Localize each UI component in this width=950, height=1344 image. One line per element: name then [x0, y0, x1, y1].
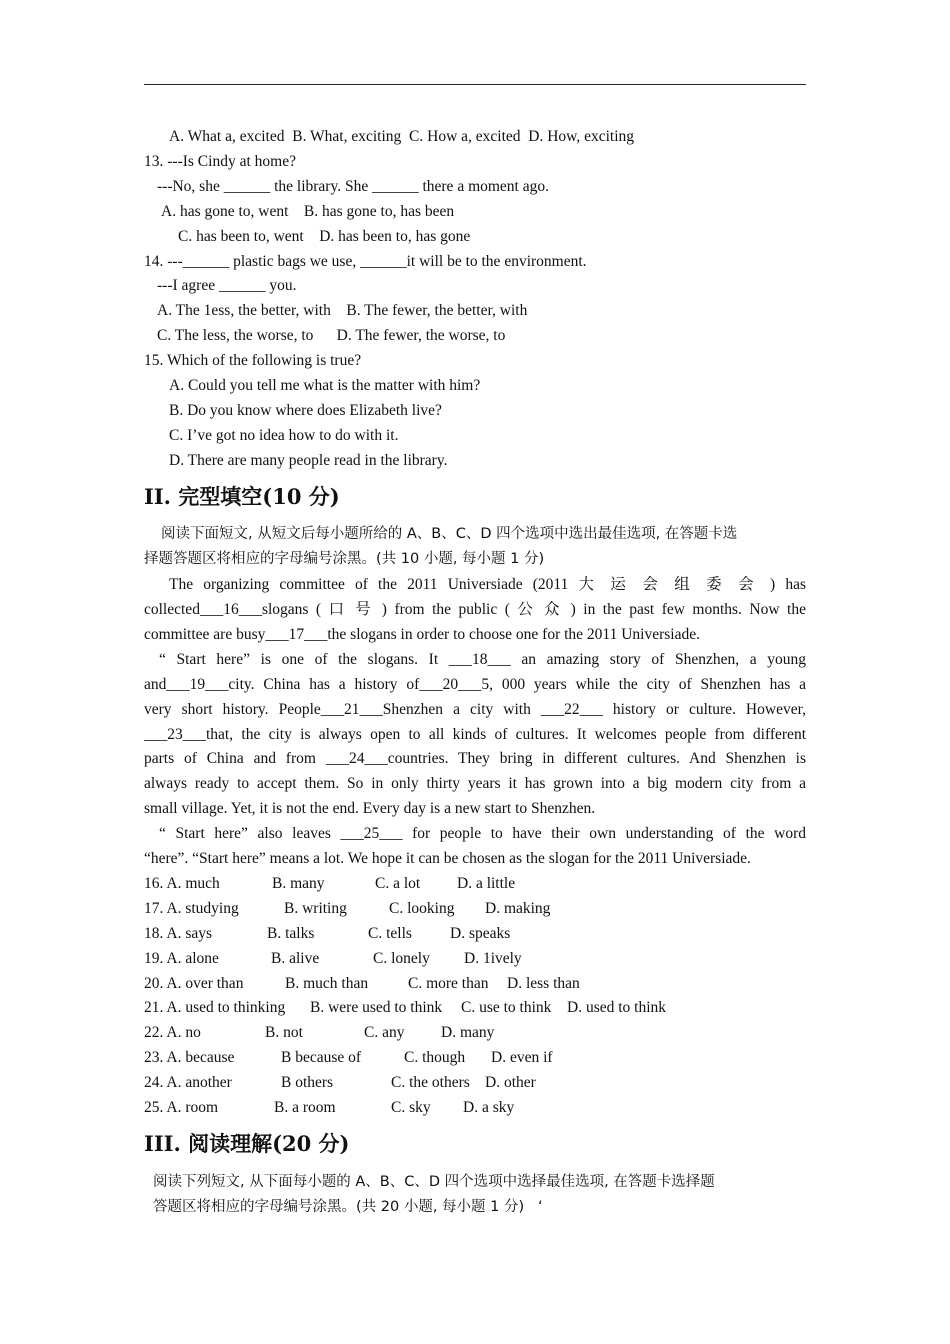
q14-options-cd: C. The less, the worse, to D. The fewer, the worse, to	[157, 327, 506, 344]
cloze-options-17	[144, 899, 806, 919]
q14-options-ab: A. The 1ess, the better, with B. The fewer, the better, with	[157, 302, 528, 319]
option-d: D. a little	[457, 875, 516, 892]
option-b: B because of	[281, 1049, 362, 1066]
option-b: B. talks	[267, 925, 315, 942]
option-a: 24. A. another	[144, 1074, 232, 1091]
cloze-options-24	[144, 1073, 806, 1093]
cloze-options-18	[144, 924, 806, 944]
q13-stem: 13. ---Is Cindy at home?	[144, 153, 296, 170]
option-a: 19. A. alone	[144, 950, 219, 967]
option-c: C. though	[404, 1049, 466, 1066]
option-d: D. many	[441, 1024, 495, 1041]
section3-instruction-1: 阅读下列短文, 从下面每小题的 A、B、C、D 四个选项中选择最佳选项, 在答题卡选择题	[153, 1174, 715, 1190]
passage-p1-line1: The organizing committee of the 2011 Universiade (2011 大 运 会 组 委 会 ) has	[169, 576, 807, 593]
option-a: 17. A. studying	[144, 900, 239, 917]
q15-option-a: A. Could you tell me what is the matter with him?	[169, 377, 481, 394]
passage-p2-line5: parts of China and from ___24___countries. They bring in different cultures. And Shenzhen is	[144, 750, 806, 767]
passage-p3-line2: “here”. “Start here” means a lot. We hope it can be chosen as the slogan for the 2011 Universiade.	[144, 850, 751, 867]
option-b: B. were used to think	[310, 999, 443, 1016]
option-b: B. not	[265, 1024, 303, 1041]
option-a: 20. A. over than	[144, 975, 244, 992]
option-b: B. much than	[285, 975, 369, 992]
cloze-options-20	[144, 974, 806, 994]
option-a: 21. A. used to thinking	[144, 999, 286, 1016]
q14-stem: 14. ---______ plastic bags we use, ______it will be to the environment.	[144, 253, 587, 270]
option-d: D. speaks	[450, 925, 511, 942]
option-c: C. lonely	[373, 950, 430, 967]
q13-options-cd: C. has been to, went D. has been to, has gone	[178, 228, 471, 245]
option-a: 16. A. much	[144, 875, 220, 892]
section2-instruction-1: 阅读下面短文, 从短文后每小题所给的 A、B、C、D 四个选项中选出最佳选项, 在答题卡选	[161, 526, 738, 542]
option-c: C. the others	[391, 1074, 470, 1091]
option-c: C. tells	[368, 925, 412, 942]
q12-options: A. What a, excited B. What, exciting C. How a, excited D. How, exciting	[169, 128, 635, 145]
section3-instruction-2: 答题区将相应的字母编号涂黑。(共 20 小题, 每小题 1 分) ‘	[153, 1199, 543, 1215]
passage-p3-line1: “ Start here” also leaves ___25___ for people to have their own understanding of the word	[159, 825, 806, 842]
q15-option-d: D. There are many people read in the library.	[169, 452, 448, 469]
option-c: C. more than	[408, 975, 489, 992]
cloze-options-23	[144, 1048, 806, 1068]
option-d: D. making	[485, 900, 551, 917]
option-c: C. looking	[389, 900, 455, 917]
passage-p2-line3: very short history. People___21___Shenzhen a city with ___22___ history or culture. However,	[144, 701, 806, 718]
option-c: C. use to think	[461, 999, 552, 1016]
option-b: B others	[281, 1074, 334, 1091]
q13-dialogue: ---No, she ______ the library. She ______ there a moment ago.	[157, 178, 549, 195]
passage-p2-line6: always ready to accept them. So in only thirty years it has grown into a big modern city from a	[144, 775, 806, 792]
passage-p1-line3: committee are busy___17___the slogans in order to choose one for the 2011 Universiade.	[144, 626, 700, 643]
option-c: C. sky	[391, 1099, 431, 1116]
option-a: 23. A. because	[144, 1049, 235, 1066]
option-d: D. other	[485, 1074, 536, 1091]
option-b: B. a room	[274, 1099, 336, 1116]
cloze-options-19	[144, 949, 806, 969]
q13-options-ab: A. has gone to, went B. has gone to, has been	[161, 203, 455, 220]
q14-dialogue: ---I agree ______ you.	[157, 277, 297, 294]
passage-p2-line4: ___23___that, the city is always open to all kinds of cultures. It welcomes people from different	[144, 726, 806, 743]
cloze-options-25	[144, 1098, 806, 1118]
cloze-options-22	[144, 1023, 806, 1043]
passage-p2-line2: and___19___city. China has a history of___20___5, 000 years while the city of Shenzhen has a	[144, 676, 806, 693]
option-d: D. 1ively	[464, 950, 522, 967]
option-c: C. a lot	[375, 875, 421, 892]
passage-p1-line2: collected___16___slogans ( 口 号 ) from the public ( 公 众 ) in the past few months. Now the	[144, 601, 806, 618]
option-d: D. used to think	[567, 999, 667, 1016]
option-b: B. many	[272, 875, 325, 892]
option-c: C. any	[364, 1024, 405, 1041]
header-rule	[144, 84, 806, 85]
cloze-options-21	[144, 998, 806, 1018]
cloze-options-16	[144, 874, 806, 894]
section2-instruction-2: 择题答题区将相应的字母编号涂黑。(共 10 小题, 每小题 1 分)	[144, 551, 545, 567]
option-b: B. alive	[271, 950, 320, 967]
option-a: 22. A. no	[144, 1024, 201, 1041]
option-a: 18. A. says	[144, 925, 213, 942]
option-d: D. less than	[507, 975, 580, 992]
option-d: D. even if	[491, 1049, 553, 1066]
option-d: D. a sky	[463, 1099, 515, 1116]
q15-stem: 15. Which of the following is true?	[144, 352, 362, 369]
passage-p2-line7: small village. Yet, it is not the end. Every day is a new start to Shenzhen.	[144, 800, 596, 817]
section3-title: III. 阅读理解(20 分)	[144, 1131, 350, 1156]
passage-p2-line1: “ Start here” is one of the slogans. It ___18___ an amazing story of Shenzhen, a young	[159, 651, 806, 668]
option-a: 25. A. room	[144, 1099, 219, 1116]
q15-option-b: B. Do you know where does Elizabeth live?	[169, 402, 442, 419]
q15-option-c: C. I’ve got no idea how to do with it.	[169, 427, 399, 444]
option-b: B. writing	[284, 900, 347, 917]
section2-title: II. 完型填空(10 分)	[144, 484, 340, 509]
